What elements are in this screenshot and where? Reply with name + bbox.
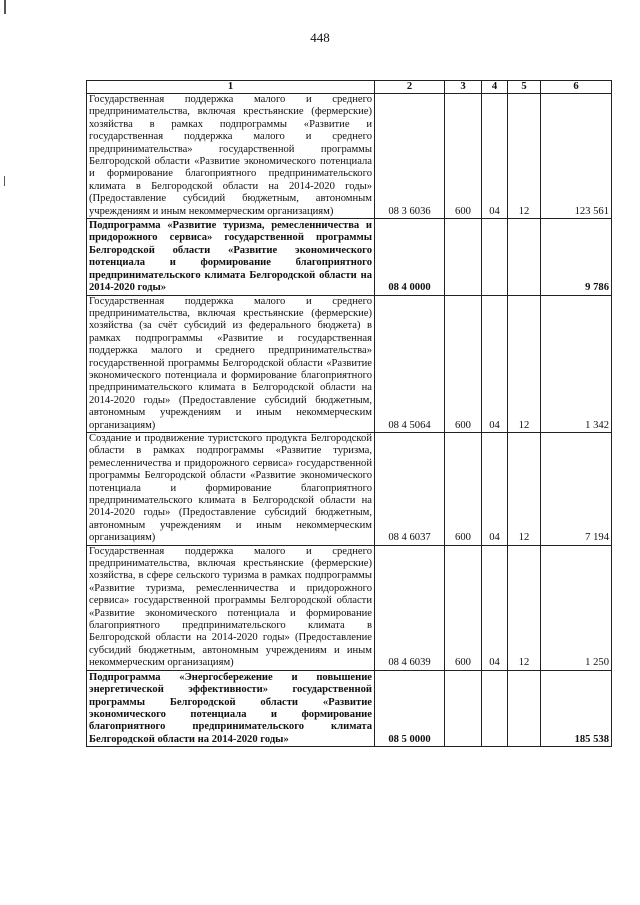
row-description: Государственная поддержка малого и среднего предпринимательства, включая крестьянские (фермерские) хозяйства (за счёт субсидий из федерального бюджета) в рамках подпрограммы «Развитие и государственная поддержка малого и среднего предпринимательства» государственной программы Белгородской области «Развитие экономического потенциала и формирование благоприятного предпринимательского климата в Белгородской области на 2014-2020 годы» (Предоставление субсидий бюджетным, автономным учреждениям и иным некоммерческим организациям): [87, 295, 375, 432]
subprogram-row: [87, 219, 612, 295]
section-code: [482, 670, 508, 746]
expense-type: 600: [445, 94, 482, 219]
expense-type: 600: [445, 295, 482, 432]
target-code: 08 4 6039: [375, 545, 445, 670]
row-description: Подпрограмма «Энергосбережение и повышение энергетической эффективности» государственной программы Белгородской области «Развитие экономического потенциала и формирование благоприятного предпринимательского климата Белгородской области на 2014-2020 годы»: [87, 670, 375, 746]
column-header: 6: [541, 81, 612, 94]
expense-type: 600: [445, 545, 482, 670]
subsection-code: 12: [508, 295, 541, 432]
subsection-code: [508, 219, 541, 295]
subsection-code: 12: [508, 94, 541, 219]
subprogram-row: [87, 670, 612, 746]
amount: 1 250: [541, 545, 612, 670]
page-number: 448: [310, 30, 330, 45]
table-row: [87, 545, 612, 670]
subsection-code: [508, 670, 541, 746]
amount: 9 786: [541, 219, 612, 295]
column-header: 4: [482, 81, 508, 94]
expense-type: 600: [445, 432, 482, 545]
subsection-code: 12: [508, 545, 541, 670]
amount: 7 194: [541, 432, 612, 545]
expense-type: [445, 219, 482, 295]
table-header-row: [87, 81, 612, 94]
section-code: 04: [482, 545, 508, 670]
target-code: 08 3 6036: [375, 94, 445, 219]
subsection-code: 12: [508, 432, 541, 545]
margin-mark: [4, 176, 5, 186]
column-header: 5: [508, 81, 541, 94]
section-code: [482, 219, 508, 295]
target-code: 08 4 0000: [375, 219, 445, 295]
expense-type: [445, 670, 482, 746]
amount: 123 561: [541, 94, 612, 219]
column-header: 2: [375, 81, 445, 94]
column-header: 3: [445, 81, 482, 94]
section-code: 04: [482, 94, 508, 219]
row-description: Создание и продвижение туристского продукта Белгородской области в рамках подпрограммы «Развитие туризма, ремесленничества и придорожного сервиса» государственной программы Белгородской области «Развитие экономического потенциала и формирование благоприятного предпринимательского климата в Белгородской области на 2014-2020 годы» (Предоставление субсидий бюджетным, автономным учреждениям и иным некоммерческим организациям): [87, 432, 375, 545]
target-code: 08 4 6037: [375, 432, 445, 545]
margin-mark: [4, 0, 6, 14]
table-row: [87, 295, 612, 432]
table-row: [87, 94, 612, 219]
amount: 185 538: [541, 670, 612, 746]
row-description: Государственная поддержка малого и среднего предпринимательства, включая крестьянские (фермерские) хозяйства в рамках подпрограммы «Развитие и государственная поддержка малого и среднего предпринимательства» государственной программы Белгородской области «Развитие экономического потенциала и формирование благоприятного предпринимательского климата в Белгородской области на 2014-2020 годы» (Предоставление субсидий бюджетным, автономным учреждениям и иным некоммерческим организациям): [87, 94, 375, 219]
target-code: 08 4 5064: [375, 295, 445, 432]
section-code: 04: [482, 295, 508, 432]
table-row: [87, 432, 612, 545]
target-code: 08 5 0000: [375, 670, 445, 746]
row-description: Государственная поддержка малого и среднего предпринимательства, включая крестьянские (фермерские) хозяйства, в сфере сельского туризма в рамках подпрограммы «Развитие туризма, ремесленничества и придорожного сервиса» государственной программы Белгородской области «Развитие экономического потенциала и формирование благоприятного предпринимательского климата в Белгородской области на 2014-2020 годы» (Предоставление субсидий бюджетным, автономным учреждениям и иным некоммерческим организациям): [87, 545, 375, 670]
row-description: Подпрограмма «Развитие туризма, ремесленничества и придорожного сервиса» государственной программы Белгородской области «Развитие экономического потенциала и формирование благоприятного предпринимательского климата Белгородской области на 2014-2020 годы»: [87, 219, 375, 295]
budget-table: [86, 80, 612, 747]
column-header: 1: [87, 81, 375, 94]
amount: 1 342: [541, 295, 612, 432]
section-code: 04: [482, 432, 508, 545]
